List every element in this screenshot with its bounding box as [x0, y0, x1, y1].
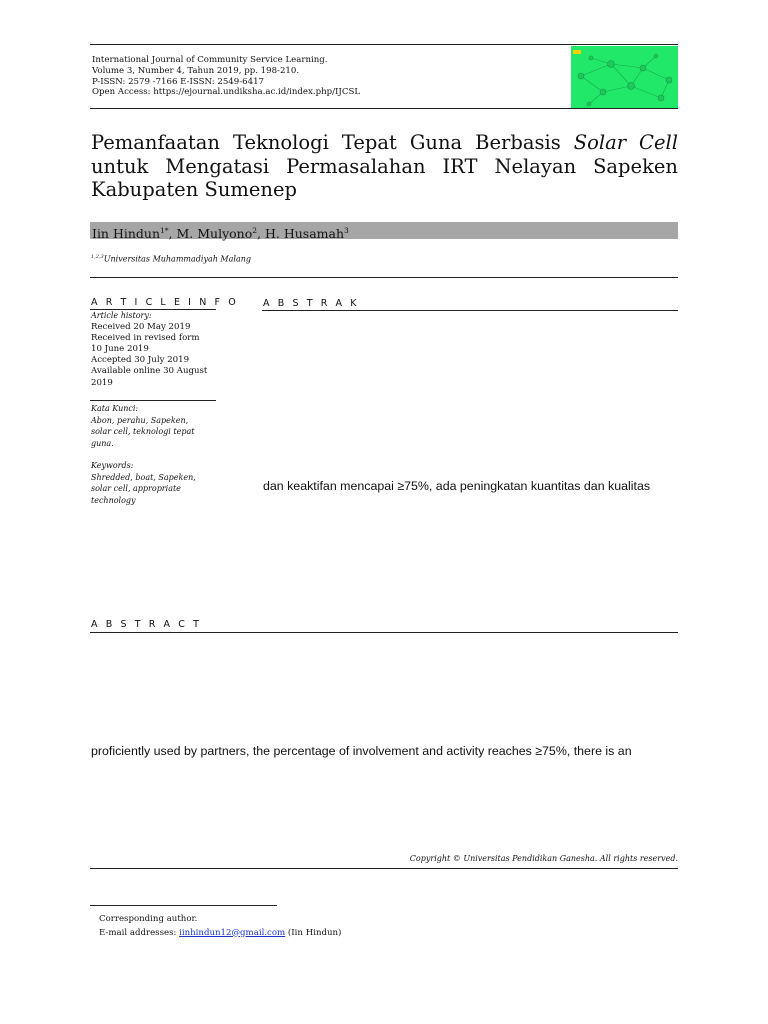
affiliation-mark: 1,2,3: [91, 254, 104, 260]
author-list: [92, 223, 349, 241]
author-mark: 2: [252, 226, 258, 235]
abstrak-rule: [262, 310, 678, 311]
keywords-block: [91, 460, 221, 506]
journal-access: Open Access: https://ejournal.undiksha.ac.id/index.php/IJCSL: [92, 87, 361, 98]
paper-title: [91, 131, 678, 202]
title-italic: Solar Cell: [573, 131, 678, 154]
copyright: Copyright © Universitas Pendidikan Ganesha. All rights reserved.: [409, 854, 678, 863]
email-link[interactable]: iinhindun12@gmail.com: [179, 927, 286, 938]
kata-kunci-block: [91, 403, 221, 449]
keywords-line: technology: [91, 495, 136, 505]
journal-name: International Journal of Community Service Learning.: [92, 55, 328, 65]
history-item: Received in revised form: [91, 332, 200, 343]
author-separator: ,: [257, 226, 265, 242]
history-item: Accepted 30 July 2019: [91, 355, 190, 366]
article-info-heading: A R T I C L E I N F O: [91, 297, 239, 308]
authors-divider: [90, 277, 678, 278]
abstrak-text: dan keaktifan mencapai ≥75%, ada peningkatan kuantitas dan kualitas: [263, 479, 651, 493]
history-item: Received 20 May 2019: [91, 321, 191, 332]
journal-cover-image: [571, 46, 678, 108]
title-part-1: Pemanfaatan Teknologi Tepat Guna Berbasis: [91, 131, 574, 154]
copyright-rule: [90, 868, 678, 869]
title-part-2: untuk Mengatasi Permasalahan IRT Nelayan Sapeken Kabupaten Sumenep: [91, 154, 678, 201]
footnote-email-line: [99, 927, 341, 941]
keywords-label: Keywords:: [91, 461, 134, 470]
author-name: Iin Hindun: [92, 226, 161, 242]
author-separator: ,: [168, 226, 177, 242]
history-item: Available online 30 August: [91, 366, 208, 377]
history-item: 10 June 2019: [91, 343, 149, 354]
kata-kunci-line: guna.: [91, 438, 114, 448]
author-name: H. Husamah: [265, 226, 345, 242]
history-item: 2019: [91, 377, 113, 388]
keywords-line: solar cell, appropriate: [91, 484, 181, 493]
footnote: [99, 913, 341, 940]
header-top-rule: [90, 44, 678, 45]
kata-kunci-line: Abon, perahu, Sapeken,: [91, 415, 189, 425]
email-suffix: (Iin Hindun): [285, 927, 342, 938]
kata-kunci-line: solar cell, teknologi tepat: [91, 427, 195, 436]
journal-issn: P-ISSN: 2579 -7166 E-ISSN: 2549-6417: [92, 76, 265, 87]
email-prefix: E-mail addresses:: [99, 927, 180, 938]
journal-info: [92, 55, 562, 98]
header-bottom-rule: [90, 108, 678, 109]
abstract-rule: [90, 632, 678, 633]
history-label: Article history:: [91, 311, 152, 320]
author-mark: 1*: [160, 226, 169, 235]
footnote-label: Corresponding author.: [99, 914, 198, 924]
abstract-heading: A B S T R A C T: [91, 619, 202, 630]
author-name: M. Mulyono: [176, 226, 253, 242]
abstrak-heading: A B S T R A K: [263, 298, 360, 309]
article-history: [91, 310, 221, 389]
keywords-line: Shredded, boat, Sapeken,: [91, 472, 196, 482]
kata-kunci-label: Kata Kunci:: [91, 404, 139, 413]
affiliation: [91, 254, 251, 264]
affiliation-name: Universitas Muhammadiyah Malang: [103, 254, 251, 264]
journal-volume: Volume 3, Number 4, Tahun 2019, pp. 198-210.: [92, 65, 300, 76]
author-mark: 3: [344, 226, 349, 235]
abstract-text: proficiently used by partners, the percentage of involvement and activity reaches ≥75%, there is an: [91, 744, 632, 758]
history-rule: [90, 400, 216, 401]
footnote-rule: [90, 905, 277, 906]
